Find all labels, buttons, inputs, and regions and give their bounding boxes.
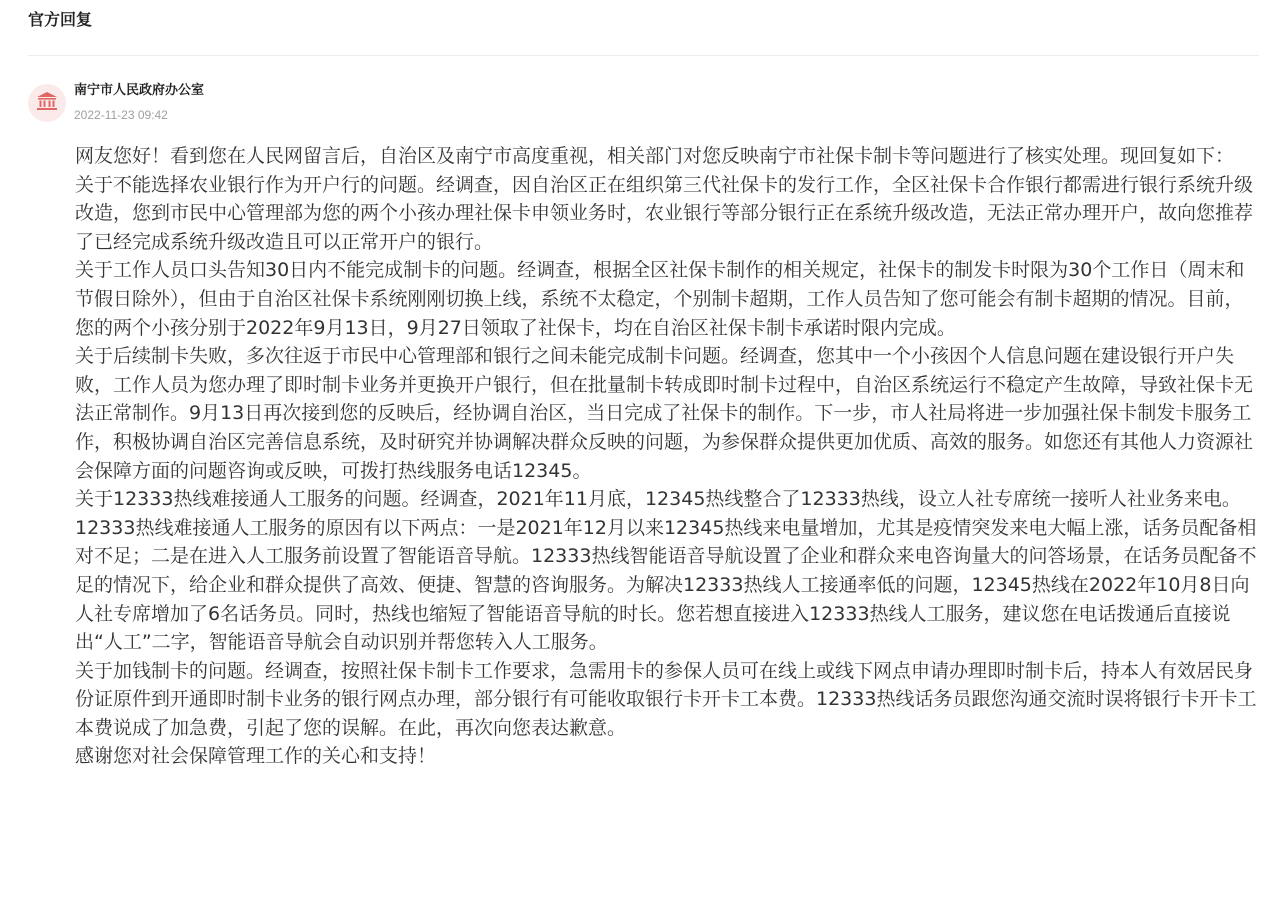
reply-paragraph: 关于不能选择农业银行作为开户行的问题。经调查，因自治区正在组织第三代社保卡的发行工作，全区社保卡合作银行都需进行银行系统升级改造，您到市民中心管理部为您的两个小孩办理社保卡申领业务时，农业银行等部分银行正在系统升级改造，无法正常办理开户，故向您推荐了已经完成系统升级改造且可以正常开户的银行。 (75, 173, 1254, 253)
reply-paragraph: 关于后续制卡失败，多次往返于市民中心管理部和银行之间未能完成制卡问题。经调查，您其中一个小孩因个人信息问题在建设银行开户失败，工作人员为您办理了即时制卡业务并更换开户银行，但在批量制卡转成即时制卡过程中，自治区系统运行不稳定产生故障，导致社保卡无法正常制作。9月13日再次接到您的反映后，经协调自治区，当日完成了社保卡的制作。下一步，市人社局将进一步加强社保卡制发卡服务工作，积极协调自治区完善信息系统，及时研究并协调解决群众反映的问题，为参保群众提供更加优质、高效的服务。如您还有其他人力资源社会保障方面的问题咨询或反映，可拨打热线服务电话12345。 (75, 345, 1254, 482)
reply-paragraph: 网友您好！看到您在人民网留言后，自治区及南宁市高度重视，相关部门对您反映南宁市社保卡制卡等问题进行了核实处理。现回复如下： (75, 145, 1235, 167)
reply-content (75, 142, 1259, 771)
reply-paragraph: 关于加钱制卡的问题。经调查，按照社保卡制卡工作要求，急需用卡的参保人员可在线上或线下网点申请办理即时制卡后，持本人有效居民身份证原件到开通即时制卡业务的银行网点办理，部分银行有可能收取银行卡开卡工本费。12333热线话务员跟您沟通交流时误将银行卡开卡工本费说成了加急费，引起了您的误解。在此，再次向您表达歉意。 (75, 659, 1257, 739)
reply-paragraph: 感谢您对社会保障管理工作的关心和支持！ (75, 745, 437, 768)
author-name: 南宁市人民政府办公室 (74, 83, 205, 98)
reply-paragraph: 关于工作人员口头告知30日内不能完成制卡的问题。经调查，根据全区社保卡制作的相关规定，社保卡的制发卡时限为30个工作日（周末和节假日除外），但由于自治区社保卡系统刚刚切换上线，系统不太稳定，个别制卡超期，工作人员告知了您可能会有制卡超期的情况。目前，您的两个小孩分别于2022年9月13日，9月27日领取了社保卡，均在自治区社保卡制卡承诺时限内完成。 (75, 259, 1245, 339)
reply-paragraph: 关于12333热线难接通人工服务的问题。经调查，2021年11月底，12345热线整合了12333热线，设立人社专席统一接听人社业务来电。12333热线难接通人工服务的原因有以下两点：一是2021年12月以来12345热线来电量增加，尤其是疫情突发来电大幅上涨，话务员配备相对不足；二是在进入人工服务前设置了智能语音导航。12333热线智能语音导航设置了企业和群众来电咨询量大的问答场景，在话务员配备不足的情况下，给企业和群众提供了高效、便捷、智慧的咨询服务。为解决12333热线人工接通率低的问题，12345热线在2022年10月8日向人社专席增加了6名话务员。同时，热线也缩短了智能语音导航的时长。您若想直接进入12333热线人工服务，建议您在电话拨通后直接说出“人工”二字，智能语音导航会自动识别并帮您转入人工服务。 (75, 488, 1257, 654)
section-divider (28, 55, 1259, 56)
section-title: 官方回复 (28, 10, 93, 29)
avatar (28, 84, 66, 122)
reply-timestamp: 2022-11-23 09:42 (74, 108, 168, 122)
reply-author (28, 79, 204, 129)
author-meta (74, 79, 204, 124)
government-building-icon (36, 91, 58, 115)
